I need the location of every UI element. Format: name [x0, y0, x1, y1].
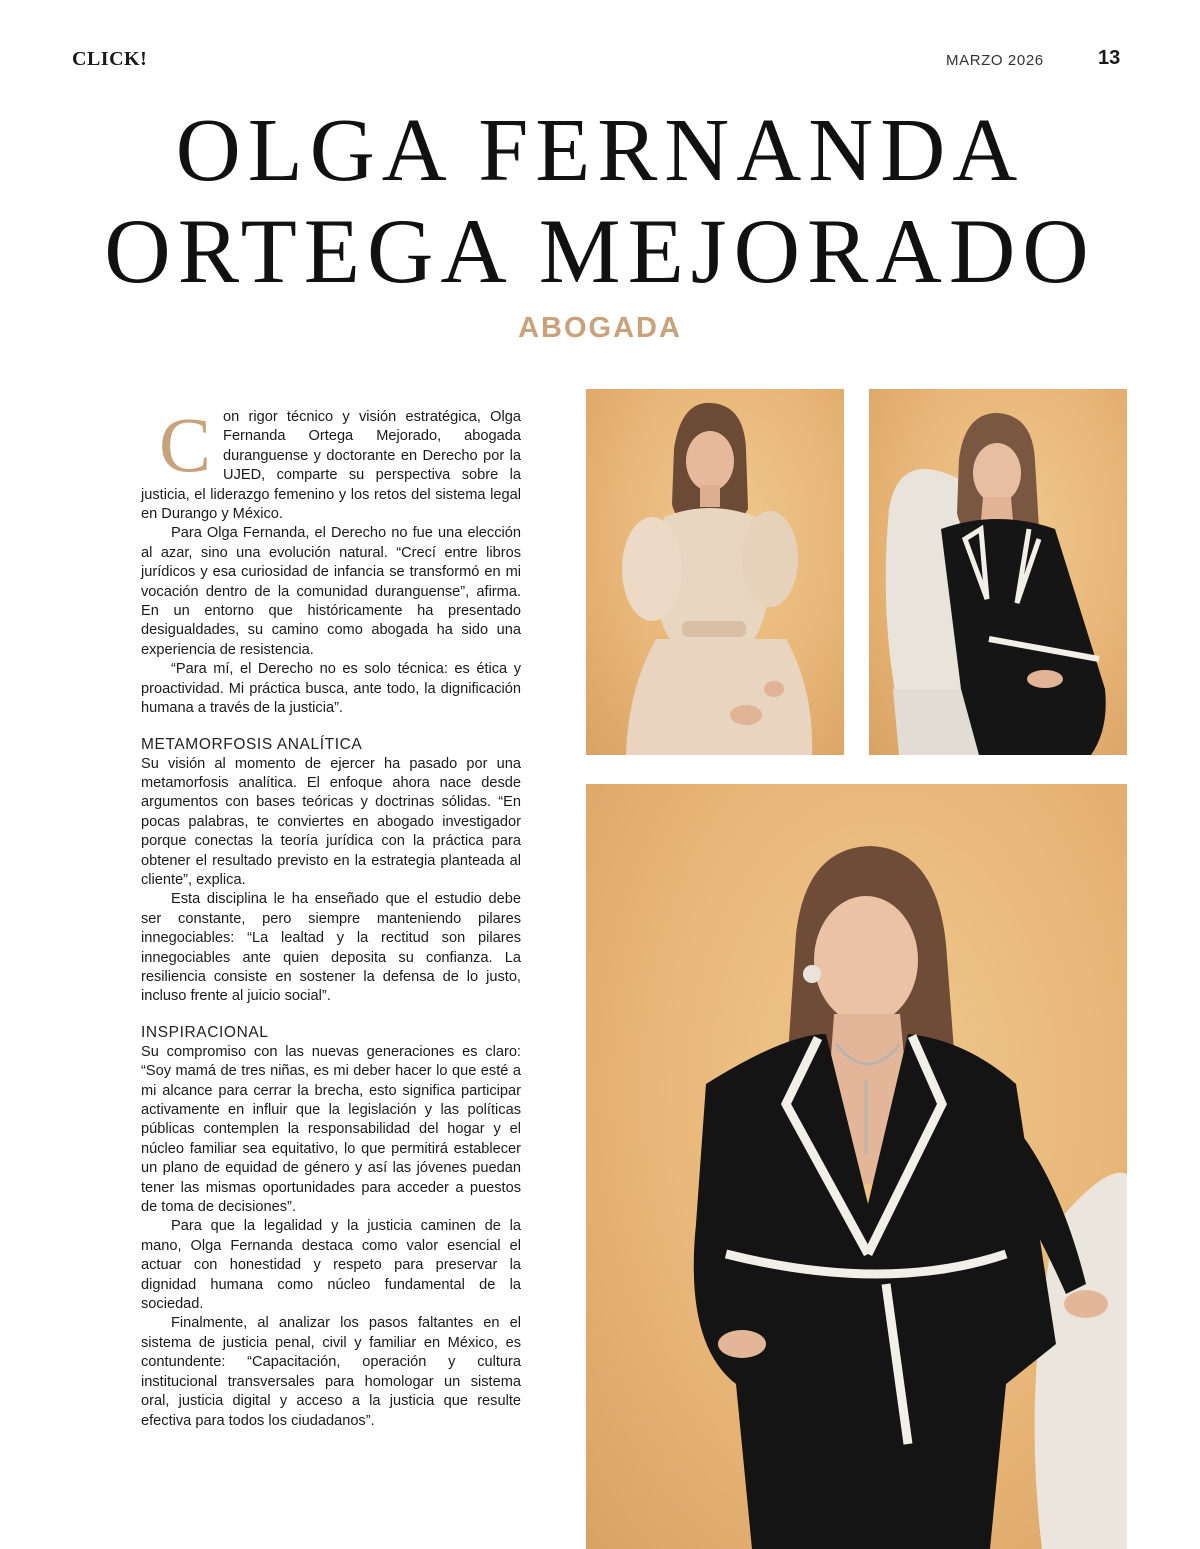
article-title-line-2: ORTEGA MEJORADO	[104, 200, 1096, 302]
drop-cap: C	[159, 401, 212, 488]
portrait-photo-standing	[586, 784, 1127, 1549]
paragraph-5: Esta disciplina le ha enseñado que el estudio debe ser constante, pero siempre manteniendo pilares innegociables: “La lealtad y la rectitud son pilares innegociables ante quien deposita su confianza. La resiliencia consiste en sostener la defensa de lo justo, incluso frente al juicio social”.	[141, 891, 521, 1005]
article-subtitle: ABOGADA	[518, 312, 682, 344]
paragraph-6: Su compromiso con las nuevas generaciones es claro: “Soy mamá de tres niñas, es mi deber hacer lo que esté a mi alcance para cerrar la brecha, esto significa participar activamente en influir que la legislación y las políticas públicas contemplen la responsabilidad del hogar y el núcleo familiar sea equitativo, lo que permitirá establecer un plano de equidad de género y así las jóvenes puedan tener las mismas oportunidades para acceder a puestos de toma de decisiones”.	[141, 1043, 521, 1216]
page-number: 13	[1098, 47, 1121, 69]
paragraph-2: Para Olga Fernanda, el Derecho no fue una elección al azar, sino una evolución natural. “Crecí entre libros jurídicos y esa curiosidad de infancia se transformó en mi vocación dentro de la comunidad duranguense”, afirma. En un entorno que históricamente ha presentado desigualdades, su camino como abogada ha sido una experiencia de resistencia.	[141, 525, 521, 658]
portrait-photo-chair	[869, 389, 1127, 755]
paragraph-1: on rigor técnico y visión estratégica, Olga Fernanda Ortega Mejorado, abogada duranguense y doctorante en Derecho por la UJED, comparte su perspectiva sobre la justicia, el liderazgo femenino y los retos del sistema legal en Durango y México.	[141, 409, 521, 523]
article-title-line-1: OLGA FERNANDA	[175, 101, 1025, 200]
section-heading-metamorfosis: METAMORFOSIS ANALÍTICA	[141, 735, 363, 753]
issue-date: MARZO 2026	[946, 52, 1044, 69]
paragraph-7: Para que la legalidad y la justicia caminen de la mano, Olga Fernanda destaca como valor esencial el actuar con honestidad y respeto para preservar la dignidad humana como núcleo fundamental de la sociedad.	[141, 1218, 521, 1313]
section-heading-inspiracional: INSPIRACIONAL	[141, 1023, 269, 1041]
magazine-logo: CLICK!	[72, 48, 148, 70]
lead-paragraph	[141, 401, 521, 524]
paragraph-8: Finalmente, al analizar los pasos faltantes en el sistema de justicia penal, civil y familiar en México, es contundente: “Capacitación, operación y cultura institucional transversales para homologar un sistema oral, justicia digital y acceso a la justicia que resulte efectiva para todos los ciudadanos”.	[141, 1315, 521, 1429]
paragraph-4: Su visión al momento de ejercer ha pasado por una metamorfosis analítica. El enfoque ahora nace desde argumentos con bases teóricas y doctrinas sólidas. “En pocas palabras, te conviertes en abogado investigador porque conectas la teoría jurídica con la práctica para obtener el resultado previsto en la estrategia planteada al cliente”, explica.	[141, 755, 521, 888]
article-body	[141, 401, 521, 1431]
paragraph-3: “Para mí, el Derecho no es solo técnica: es ética y proactividad. Mi práctica busca, ante todo, la dignificación humana a través de la justicia”.	[141, 661, 521, 717]
portrait-photo-beige-dress	[586, 389, 844, 755]
